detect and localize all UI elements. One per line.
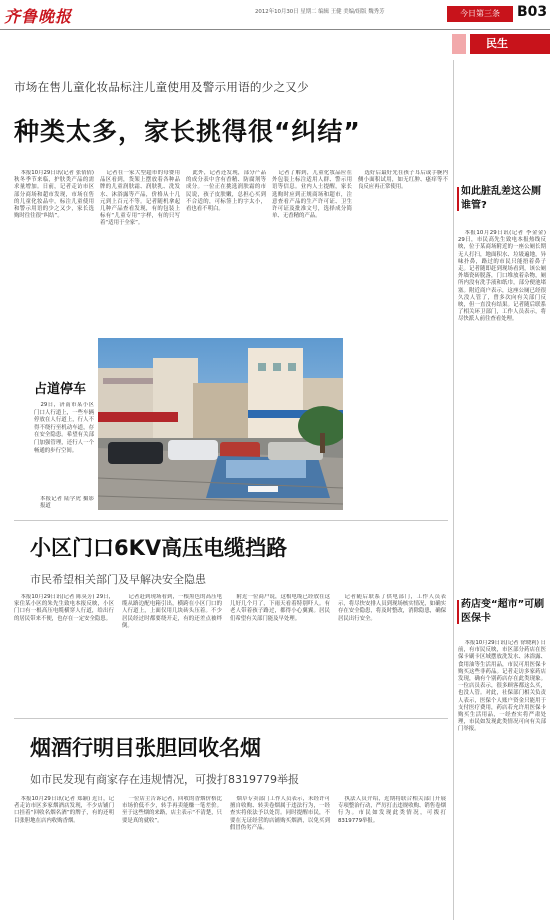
lead-column-3: 此外，记者还发现，部分产品的成分表中含有香精、防腐剂等成分。一位正在挑选润肤霜的市民说，孩子皮肤嫩，总担心买到不合适的，可标签上的字太小，看也看不明白。 — [186, 170, 266, 213]
masthead — [0, 0, 550, 30]
tobacco-column-1: 本报10月29日讯(记者 郑颖) 近日，记者走访市区多家烟酒店发现，不少店铺门口挂着“回收名烟名酒”的牌子，有的还明目张胆地在店内收购香烟。 — [14, 796, 114, 824]
cable-headline: 小区门口6KV高压电缆挡路 — [30, 536, 288, 560]
tobacco-headline: 烟酒行明目张胆回收名烟 — [30, 736, 261, 760]
tobacco-subhead: 如市民发现有商家存在违规情况，可拨打8319779举报 — [30, 773, 299, 786]
sidebar-story1-title: 如此脏乱差这公厕谁管? — [461, 185, 545, 213]
parking-title: 占道停车 — [34, 382, 87, 397]
lead-kicker: 市场在售儿童化妆品标注儿童使用及警示用语的少之又少 — [14, 80, 309, 94]
lead-headline: 种类太多，家长挑得很“纠结” — [14, 117, 361, 146]
parking-caption: 29日，济南市某小区门口人行道上，一些车辆停放在人行道上，行人不得不绕行至机动车道，存在安全隐患。希望有关部门加强管理，还行人一个畅通的步行空间。 — [34, 402, 94, 454]
lead-column-5: 选好后最好先在孩子耳后或手腕内侧小面积试用，如无红肿、瘙痒等不良反应再正常使用。 — [358, 170, 448, 191]
sidebar-story2-title: 药店变“超市”可刷医保卡 — [461, 599, 545, 624]
section-label: 民生 — [470, 34, 550, 54]
issue-line: 2012年10月30日 星期二 编辑 王健 美编/组版 魏秀芳 — [255, 9, 385, 15]
tobacco-top-rule — [14, 718, 448, 719]
section-deco — [452, 34, 466, 54]
sidebar-story2-body: 本报10月29日讯(记者 徐晓莉) 日前，有市民反映，市区部分药店在医保卡刷卡区域摆放洗发水、沐浴露、食用油等生活用品，市民可用医保卡购买这些非药品。记者走访多家药店发现，确有个别药店存在此类现象。一位店员表示，很多顾客都这么买，也没人管。对此，社保部门相关负责人表示，医保个人账户资金只能用于支付医疗费用，药店若允许用医保卡购买生活用品，一经查实将严肃处理，市民如发现此类情况可向有关部门举报。 — [458, 640, 546, 733]
tobacco-column-2: 一位店主告诉记者，回收的香烟价格比市场价低不少，转手再卖能赚一笔差价。至于这些烟的来路，店主表示“不清楚，只要是真的就收”。 — [122, 796, 222, 824]
cable-column-1: 本报10月29日讯(记者 陈莫芳) 29日，家住某小区的朱先生致电本报反映，小区门口有一根高压电缆横穿人行道，给出行的居民带来不便，也存在一定安全隐患。 — [14, 594, 114, 622]
lead-column-1: 本报10月29日讯(记者 张倩倩) 秋冬季节来临，护肤类产品的需求量增加。日前，记者走访市区部分商场和超市发现，市场在售的儿童化妆品中，标注儿童使用和警示用语的少之又少，家长选购时往往很“纠结”。 — [14, 170, 94, 220]
cable-column-4: 记者随后联系了供电部门，工作人员表示，将尽快安排人员到现场核实情况，如确实存在安全隐患，将及时整改，消除隐患，确保居民出行安全。 — [338, 594, 446, 622]
sidebar-story1-body: 本报10月29日讯(记者 李金金) 29日，市民高先生致电本报热线反映，位于某商场附近的一座公厕长期无人打扫，地面积水、垃圾遍地，异味扑鼻，路过的市民只能捂着鼻子走。记者随即赶到现场看到，该公厕外墙瓷砖脱落，门口堆放着杂物，厕所内没有洗手液和纸巾，部分便池堵塞。附近商户表示，这座公厕已经很久没人管了，曾多次向有关部门反映，但一直没有结果。记者随后联系了相关环卫部门，工作人员表示，将尽快派人前往查看处理。 — [458, 230, 546, 323]
cable-column-2: 记者赶到现场看到，一根黑色的高压电缆从路边配电箱引出，横跨在小区门口的人行道上，上面仅用几块砖头压着。不少居民经过时都要绕开走，有的还差点被绊倒。 — [122, 594, 222, 629]
masthead-rule — [0, 29, 550, 30]
lead-column-2: 记者在一家大型超市的母婴用品区看到，货架上摆放着各种品牌的儿童润肤霜、润肤乳、洗发水、沐浴露等产品，价格从十几元到上百元不等。记者随机拿起几种产品查看发现，有的包装上标有“儿童专用”字样，有的只写着“适用于全家”。 — [100, 170, 180, 227]
day-tab: 今日第三条 — [447, 6, 513, 22]
parking-credit: 本报记者 陆学虎 摄影报道 — [40, 496, 94, 510]
cable-subhead: 市民希望相关部门及早解决安全隐患 — [30, 573, 206, 586]
newspaper-logo: 齐鲁晚报 — [4, 7, 73, 26]
sidebar-divider — [453, 60, 454, 920]
parking-photo-image — [98, 338, 343, 510]
parking-photo — [98, 338, 343, 510]
tobacco-column-4: 执法人员介绍，近期将联合相关部门开展专项整治行动，严厉打击违规收购、销售卷烟行为。市民如发现此类情况，可拨打8319779举报。 — [338, 796, 446, 824]
cable-top-rule — [14, 520, 448, 521]
cable-column-3: 附近一位商户说，这根电缆已经放在这儿好几个月了，下雨天看着特别吓人。有老人带着孩子路过，都得小心翼翼。居民们希望有关部门能及早处理。 — [230, 594, 330, 622]
lead-column-4: 记者了解到，儿童化妆品应在外包装上标注适用人群、警示用语等信息。业内人士提醒，家长选购时应到正规商场和超市，注意查看产品的生产许可证、卫生许可证及批准文号，选择成分简单、无香精的产品。 — [272, 170, 352, 220]
tobacco-column-3: 烟草专卖部门工作人员表示，未经许可擅自收购、转卖卷烟属于违法行为，一经查实将依法予以处罚。同时提醒市民，不要在无证经营的店铺购买烟酒，以免买到假冒伪劣产品。 — [230, 796, 330, 831]
page-number: B03 — [517, 4, 548, 20]
